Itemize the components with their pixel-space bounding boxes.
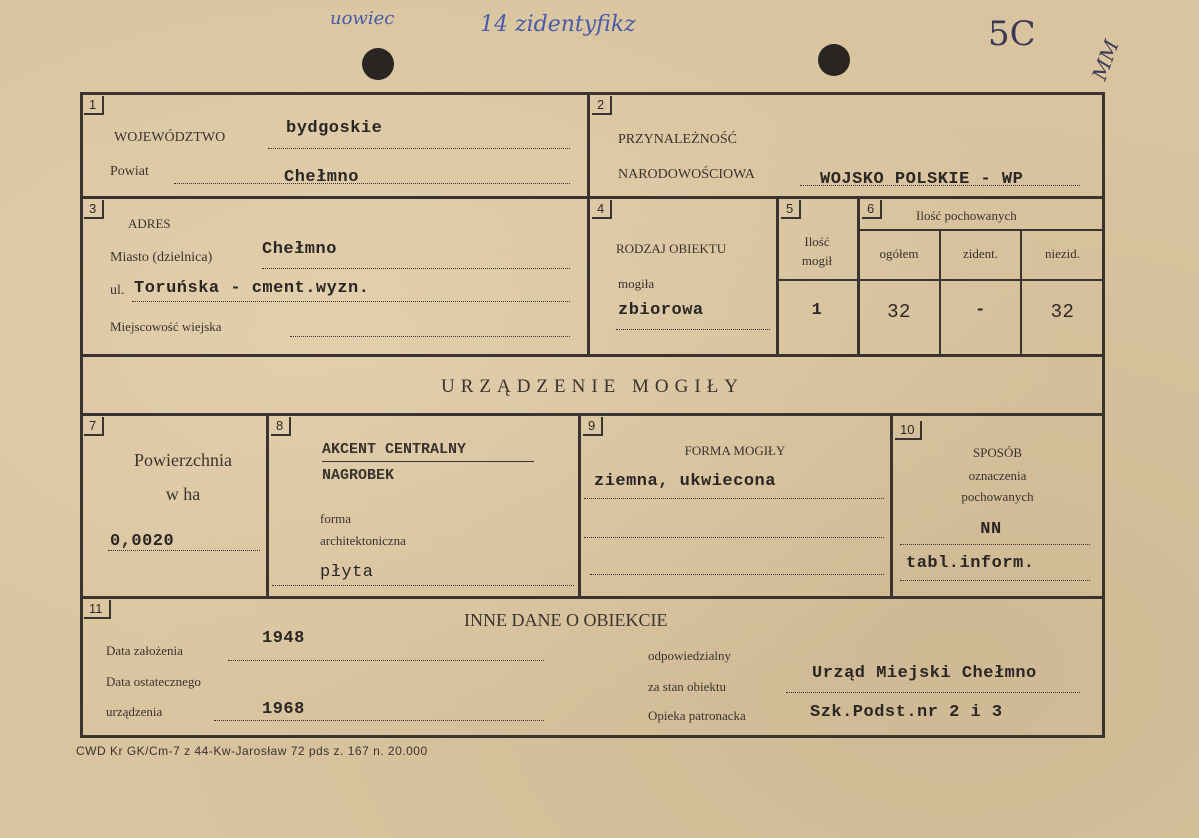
data-zalozenia-label: Data założenia [106, 643, 183, 658]
forma-mogily-value: ziemna, ukwiecona [594, 472, 776, 491]
mogila-label: mogiła [618, 276, 655, 291]
col-zident: zident. [962, 246, 998, 261]
zident-value: - [975, 301, 986, 320]
pencil-note-center: 14 zidentyfikz [480, 12, 636, 37]
w-ha-label: w ha [165, 484, 201, 504]
nationality-value: WOJSKO POLSKIE - WP [820, 170, 1024, 189]
opieka-patronacka-label: Opieka patronacka [648, 708, 746, 723]
box-number-2: 2 [592, 96, 612, 115]
za-stan-obiektu-label: za stan obiektu [648, 679, 726, 694]
box-number-8: 8 [271, 417, 291, 436]
box-number-3: 3 [84, 200, 104, 219]
wies-label: Miejscowość wiejska [110, 319, 222, 334]
punch-hole-right [818, 44, 850, 76]
sposob-label: SPOSÓB [972, 445, 1023, 460]
mogil-label: mogił [801, 253, 833, 268]
adres-title: ADRES [128, 216, 171, 231]
data-ostatecznego-label: Data ostatecznego [106, 674, 201, 689]
powiat-label: Powiat [110, 164, 149, 179]
forma-value: płyta [320, 563, 374, 582]
opieka-patronacka-value: Szk.Podst.nr 2 i 3 [810, 703, 1003, 722]
ulica-value: Toruńska - cment.wyzn. [134, 279, 370, 298]
box-number-4: 4 [592, 200, 612, 219]
punch-hole-left [362, 48, 394, 80]
przynaleznosc-label: PRZYNALEŻNOŚĆ [618, 132, 738, 147]
col-niezid: niezid. [1044, 246, 1080, 261]
akcent-centralny-label: AKCENT CENTRALNY [322, 441, 467, 458]
handwritten-number: 5C [988, 14, 1036, 54]
powierzchnia-label: Powierzchnia [134, 450, 232, 470]
handwritten-initials: MM [1087, 36, 1124, 84]
wojewodztwo-label: WOJEWÓDZTWO [114, 130, 226, 145]
inne-dane-title: INNE DANE O OBIEKCIE [464, 610, 668, 630]
narodowosciowa-label: NARODOWOŚCIOWA [618, 167, 755, 182]
wojewodztwo-value: bydgoskie [286, 119, 383, 138]
forma-label: forma [320, 511, 352, 526]
powierzchnia-value: 0,0020 [110, 532, 175, 551]
data-zalozenia-value: 1948 [262, 629, 305, 648]
col-ogolem: ogółem [879, 246, 919, 261]
forma-mogily-label: FORMA MOGIŁY [684, 443, 786, 458]
oznaczenia-label: oznaczenia [968, 468, 1027, 483]
ilosc-mogil-value: 1 [811, 301, 823, 320]
ulica-label: ul. [110, 283, 125, 298]
print-code-footer: CWD Kr GK/Cm-7 z 44-Kw-Jarosław 72 pds z. 167 n. 20.000 [76, 744, 428, 758]
data-ostatecznego-value: 1968 [262, 700, 305, 719]
box-number-5: 5 [781, 200, 801, 219]
miasto-label: Miasto (dzielnica) [110, 250, 213, 265]
sposob-value-nn: NN [980, 520, 1002, 539]
ogolem-value: 32 [887, 301, 911, 323]
box-number-9: 9 [583, 417, 603, 436]
pencil-note-left: uowiec [330, 8, 395, 29]
architektoniczna-label: architektoniczna [320, 533, 406, 548]
ilosc-pochowanych-label: Ilość pochowanych [916, 208, 1017, 223]
odpowiedzialny-label: odpowiedzialny [648, 648, 732, 663]
box-number-10: 10 [895, 421, 922, 440]
odpowiedzialny-value: Urząd Miejski Chełmno [812, 664, 1037, 683]
nagrobek-label: NAGROBEK [322, 467, 395, 484]
miasto-value: Chełmno [262, 240, 337, 259]
urzadzenia-label: urządzenia [106, 704, 163, 719]
rodzaj-obiektu-value: zbiorowa [618, 301, 704, 320]
powiat-value: Chełmno [284, 168, 359, 187]
section-title: URZĄDZENIE MOGIŁY [440, 376, 745, 397]
box-number-6: 6 [862, 200, 882, 219]
ilosc-label: Ilość [804, 234, 830, 249]
sposob-value-tablica: tabl.inform. [906, 554, 1035, 573]
rodzaj-obiektu-label: RODZAJ OBIEKTU [616, 241, 727, 256]
box-number-11: 11 [84, 600, 111, 619]
box-number-7: 7 [84, 417, 104, 436]
box-number-1: 1 [84, 96, 104, 115]
pochowanych-label: pochowanych [961, 489, 1034, 504]
niezid-value: 32 [1050, 301, 1075, 323]
